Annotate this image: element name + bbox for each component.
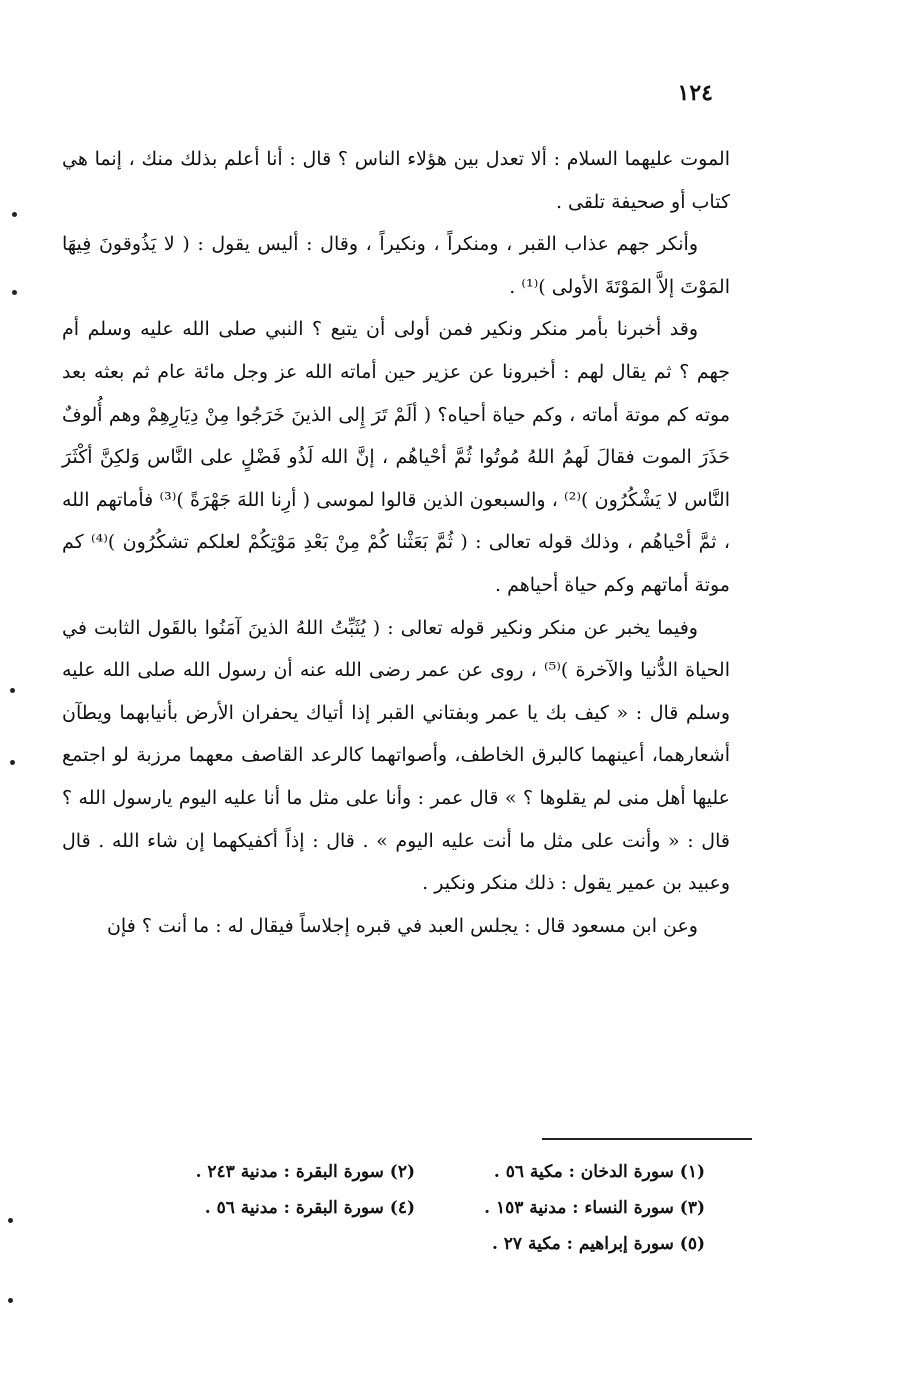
footnote-1: (١) سورة الدخان : مكية ٥٦ . <box>493 1162 705 1182</box>
footnote-row <box>100 1154 705 1190</box>
footnote-row <box>100 1226 705 1262</box>
footnote-4: (٤) سورة البقرة : مدنية ٥٦ . <box>204 1198 415 1218</box>
footnote-5: (٥) سورة إبراهيم : مكية ٢٧ . <box>491 1234 705 1254</box>
footnote-row <box>100 1190 705 1226</box>
body-text <box>62 138 730 947</box>
margin-speck <box>12 212 17 217</box>
footnote-divider <box>542 1138 752 1140</box>
margin-speck <box>10 760 15 765</box>
footnote-2: (٢) سورة البقرة : مدنية ٢٤٣ . <box>195 1162 415 1182</box>
footnote-3: (٣) سورة النساء : مدنية ١٥٣ . <box>484 1198 705 1218</box>
page-number: ١٢٤ <box>677 80 713 106</box>
margin-speck <box>12 290 17 295</box>
paragraph-5: وعن ابن مسعود قال : يجلس العبد في قبره إجلاساً فيقال له : ما أنت ؟ فإن <box>106 914 698 937</box>
paragraph-1: الموت عليهما السلام : ألا تعدل بين هؤلاء الناس ؟ قال : أنا أعلم بذلك منك ، إنما هي كتاب أو صحيفة تلقى . <box>62 148 730 213</box>
paragraph-4: وفيما يخبر عن منكر ونكير قوله تعالى : ( يُثَبِّتُ اللهُ الذينَ آمَنُوا بالقَول الثابت في الحياة الدُّنيا والآخرة )⁽⁵⁾ ، روى عن عمر رضى الله عنه أن رسول الله صلى الله عليه وسلم قال : « كيف بك يا عمر وبفتاني القبر إذا أتياك يحفران الأرض بأنيابهما ويطآن أشعارهما، أعينهما كالبرق الخاطف، وأصواتهما كالرعد القاصف معهما مرزبة لو اجتمع عليها أهل منى لم يقلوها ؟ » قال عمر : وأنا على مثل ما أنا عليه اليوم يارسول الله ؟ قال : « وأنت على مثل ما أنت عليه اليوم » . قال : إذاً أكفيكهما إن شاء الله . قال وعبيد بن عمير يقول : ذلك منكر ونكير . <box>62 616 730 895</box>
paragraph-2: وأنكر جهم عذاب القبر ، ومنكراً ، ونكيراً ، وقال : أليس يقول : ( لا يَذُوقونَ فِيهَا المَوْتَ إلاَّ المَوْتَةَ الأولى )⁽¹⁾ . <box>62 233 730 298</box>
margin-speck <box>8 1298 13 1303</box>
paragraph-3: وقد أخبرنا بأمر منكر ونكير فمن أولى أن يتبع ؟ النبي صلى الله عليه وسلم أم جهم ؟ ثم يقال لهم : أخبرونا عن عزير حين أماته الله عز وجل مائة عام ثم بعثه بعد موته كم موتة أماته ، وكم حياة أحياه؟ ( ألَمْ تَرَ إِلى الذينَ خَرَجُوا مِنْ دِيَارِهِمْ وهم أُلوفٌ حَذَرَ الموت فقالَ لَهمُ اللهُ مُوتُوا ثُمَّ أحْياهُم ، إنَّ الله لَذُو فَضْلٍ على النَّاس وَلكِنَّ أكْثَرَ النَّاس لا يَشْكُرُون )⁽²⁾ ، والسبعون الذين قالوا لموسى ( أرِنا اللهَ جَهْرَةً )⁽³⁾ فأماتهم الله ، ثمَّ أحْياهُم ، وذلك قوله تعالى : ( ثُمَّ بَعَثْنا كُمْ مِنْ بَعْدِ مَوْتِكُمْ لعلكم تشكُرُون )⁽⁴⁾ كم موتة أماتهم وكم حياة أحياهم . <box>62 318 730 596</box>
margin-speck <box>8 1218 13 1223</box>
margin-speck <box>10 688 15 693</box>
footnotes <box>100 1154 705 1262</box>
